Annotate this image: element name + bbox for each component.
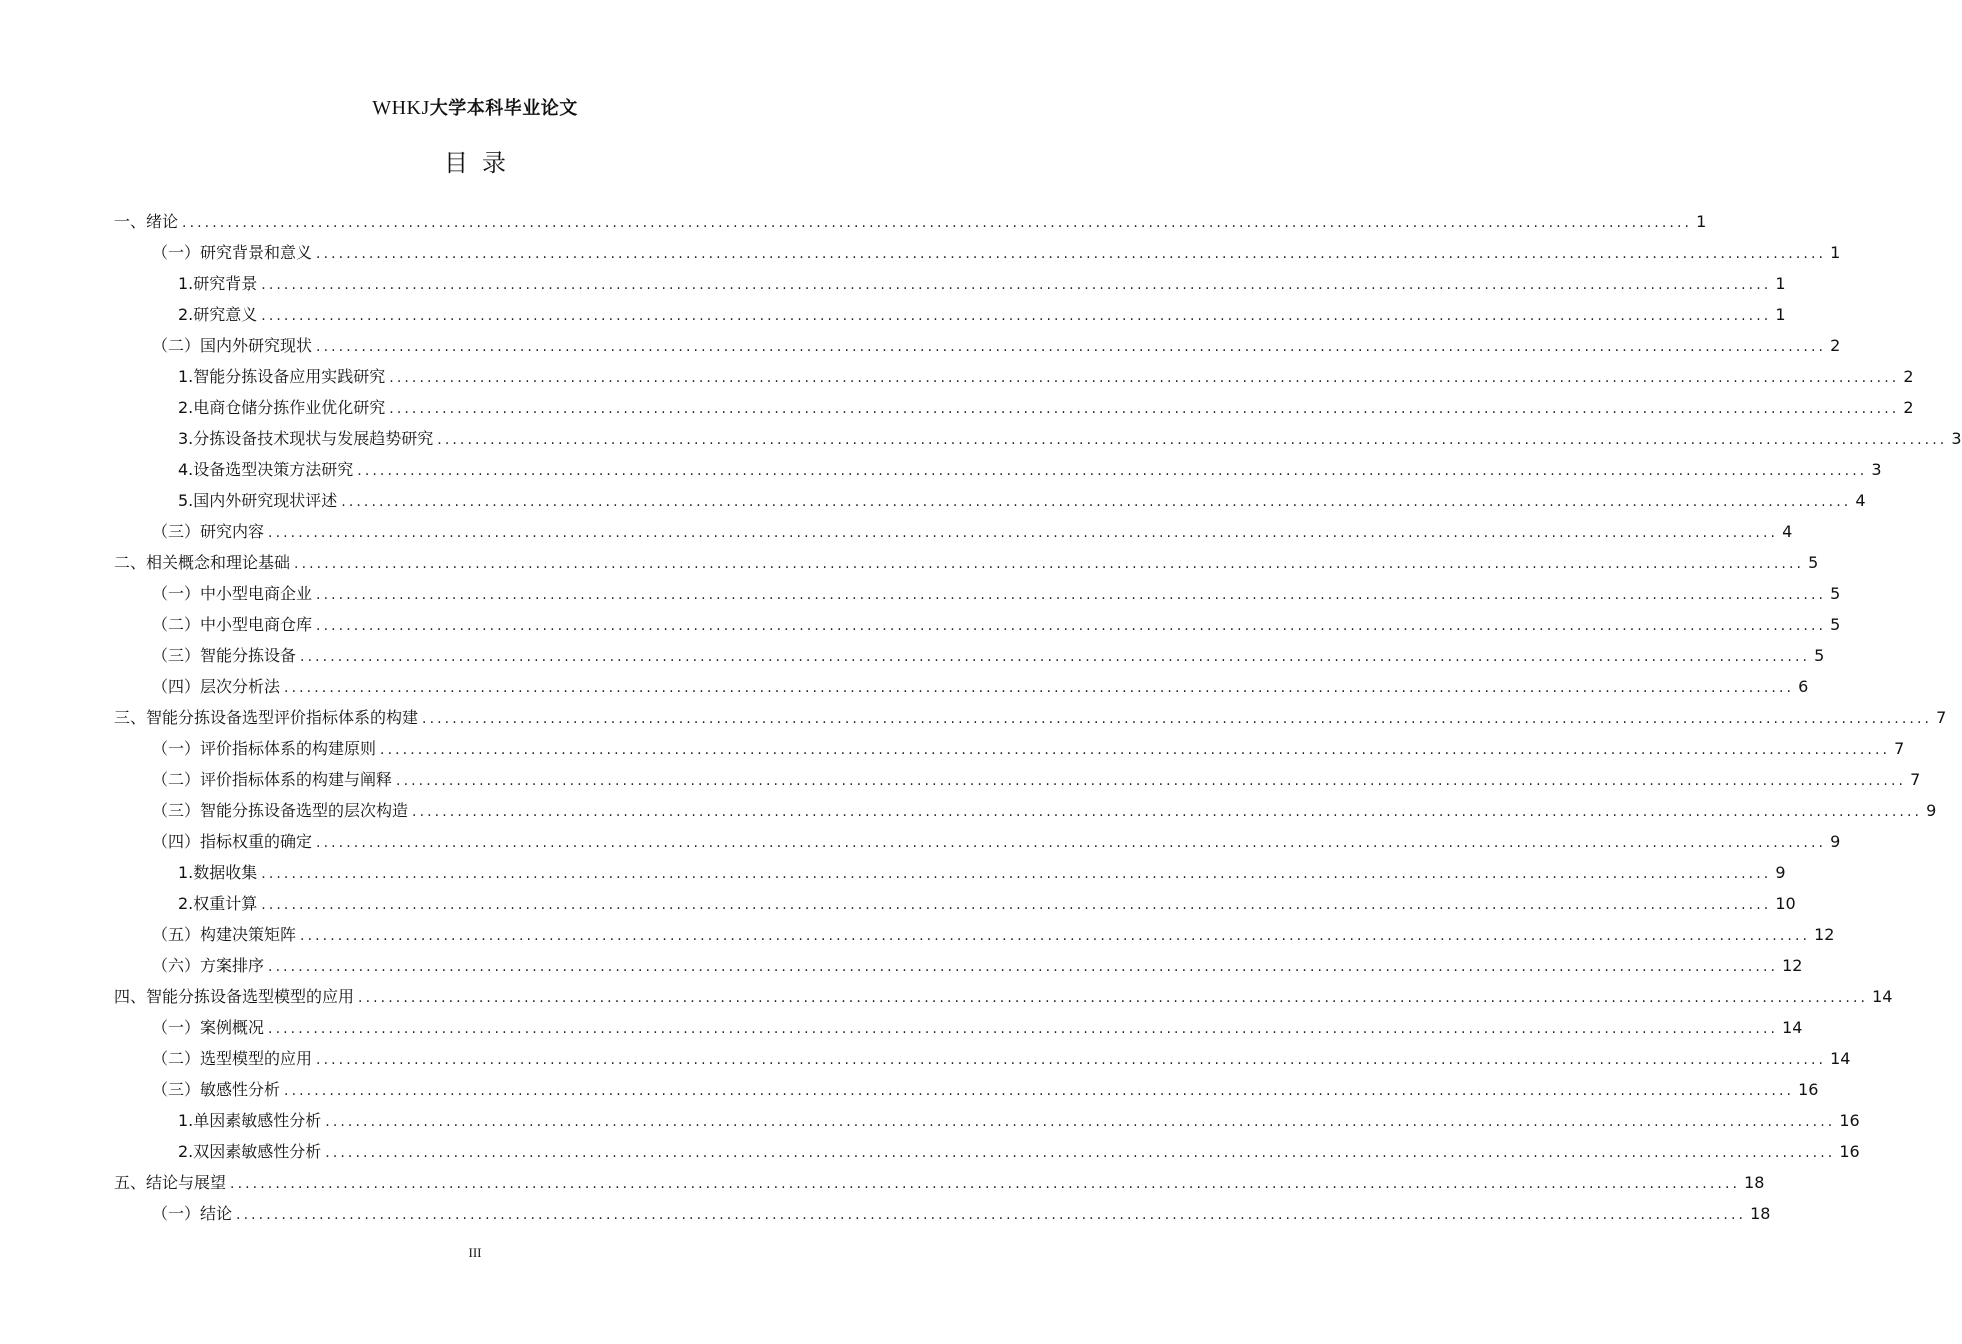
toc-entry-page-number: 2	[1830, 336, 1841, 355]
dot-leader: ........................................................................................................................................................................................................	[325, 1114, 1836, 1130]
toc-entry[interactable]	[114, 640, 1825, 671]
toc-entry[interactable]	[114, 330, 1841, 361]
dot-leader: ........................................................................................................................................................................................................	[380, 742, 1891, 758]
toc-entry-label: 2.研究意义	[178, 305, 258, 324]
toc-entry-label: 三、智能分拣设备选型评价指标体系的构建	[114, 708, 419, 727]
toc-entry[interactable]	[114, 423, 1962, 454]
toc-entry-page-number: 1	[1775, 274, 1786, 293]
toc-entry-label: （三）研究内容	[152, 522, 265, 541]
toc-entry[interactable]	[114, 702, 1947, 733]
toc-entry-page-number: 4	[1855, 491, 1866, 510]
dot-leader: ........................................................................................................................................................................................................	[316, 339, 1827, 355]
dot-leader: ........................................................................................................................................................................................................	[300, 649, 1811, 665]
toc-entry-page-number: 18	[1750, 1204, 1771, 1223]
toc-entry[interactable]	[114, 1136, 1860, 1167]
toc-entry-page-number: 3	[1871, 460, 1882, 479]
toc-entry-page-number: 7	[1894, 739, 1905, 758]
toc-entry-label: （二）评价指标体系的构建与阐释	[152, 770, 393, 789]
toc-entry-page-number: 5	[1830, 584, 1841, 603]
toc-entry-label: 2.双因素敏感性分析	[178, 1142, 322, 1161]
toc-entry-label: （五）构建决策矩阵	[152, 925, 297, 944]
toc-entry-label: （一）研究背景和意义	[152, 243, 313, 262]
toc-entry[interactable]	[114, 671, 1809, 702]
toc-entry-label: （二）中小型电商仓库	[152, 615, 313, 634]
toc-entry-label: （二）选型模型的应用	[152, 1049, 313, 1068]
toc-entry[interactable]	[114, 392, 1914, 423]
toc-entry[interactable]	[114, 981, 1893, 1012]
toc-entry-page-number: 5	[1830, 615, 1841, 634]
toc-entry-page-number: 6	[1798, 677, 1809, 696]
dot-leader: ........................................................................................................................................................................................................	[268, 525, 1779, 541]
toc-entry-page-number: 9	[1926, 801, 1937, 820]
toc-entry-page-number: 16	[1839, 1142, 1860, 1161]
dot-leader: ........................................................................................................................................................................................................	[412, 804, 1923, 820]
toc-entry-page-number: 10	[1775, 894, 1796, 913]
toc-entry-page-number: 12	[1782, 956, 1803, 975]
toc-entry[interactable]	[114, 485, 1866, 516]
dot-leader: ........................................................................................................................................................................................................	[325, 1145, 1836, 1161]
toc-entry[interactable]	[114, 919, 1835, 950]
dot-leader: ........................................................................................................................................................................................................	[261, 277, 1772, 293]
table-of-contents	[114, 206, 1962, 1229]
dot-leader: ........................................................................................................................................................................................................	[261, 308, 1772, 324]
toc-entry-label: （一）案例概况	[152, 1018, 265, 1037]
toc-entry-label: （一）评价指标体系的构建原则	[152, 739, 377, 758]
toc-entry[interactable]	[114, 1105, 1860, 1136]
toc-entry[interactable]	[114, 1074, 1819, 1105]
toc-entry[interactable]	[114, 1012, 1803, 1043]
toc-entry-page-number: 1	[1696, 212, 1707, 231]
toc-entry[interactable]	[114, 857, 1786, 888]
toc-entry-page-number: 3	[1951, 429, 1962, 448]
toc-entry-page-number: 5	[1808, 553, 1819, 572]
toc-entry-page-number: 7	[1910, 770, 1921, 789]
toc-entry[interactable]	[114, 361, 1914, 392]
dot-leader: ........................................................................................................................................................................................................	[316, 618, 1827, 634]
toc-entry-label: （四）指标权重的确定	[152, 832, 313, 851]
toc-entry[interactable]	[114, 826, 1841, 857]
toc-entry[interactable]	[114, 888, 1796, 919]
toc-entry-label: 5.国内外研究现状评述	[178, 491, 338, 510]
toc-entry-page-number: 14	[1830, 1049, 1851, 1068]
dot-leader: ........................................................................................................................................................................................................	[389, 401, 1900, 417]
dot-leader: ........................................................................................................................................................................................................	[230, 1176, 1741, 1192]
toc-entry-label: （三）智能分拣设备	[152, 646, 297, 665]
toc-entry-page-number: 9	[1830, 832, 1841, 851]
toc-entry-page-number: 12	[1814, 925, 1835, 944]
dot-leader: ........................................................................................................................................................................................................	[236, 1207, 1747, 1223]
toc-entry-label: （三）敏感性分析	[152, 1080, 281, 1099]
toc-entry-label: （二）国内外研究现状	[152, 336, 313, 355]
toc-entry-label: 1.研究背景	[178, 274, 258, 293]
toc-entry-label: 五、结论与展望	[114, 1173, 227, 1192]
toc-entry-page-number: 5	[1814, 646, 1825, 665]
toc-entry[interactable]	[114, 206, 1707, 237]
toc-entry-label: 1.智能分拣设备应用实践研究	[178, 367, 386, 386]
header-title: 大学本科毕业论文	[429, 98, 578, 119]
dot-leader: ........................................................................................................................................................................................................	[316, 1052, 1827, 1068]
dot-leader: ........................................................................................................................................................................................................	[316, 246, 1827, 262]
toc-entry[interactable]	[114, 516, 1793, 547]
dot-leader: ........................................................................................................................................................................................................	[268, 1021, 1779, 1037]
toc-entry-page-number: 1	[1830, 243, 1841, 262]
toc-entry-page-number: 14	[1782, 1018, 1803, 1037]
dot-leader: ........................................................................................................................................................................................................	[389, 370, 1900, 386]
dot-leader: ........................................................................................................................................................................................................	[182, 215, 1693, 231]
toc-entry[interactable]	[114, 237, 1841, 268]
dot-leader: ........................................................................................................................................................................................................	[294, 556, 1805, 572]
toc-entry-page-number: 2	[1903, 398, 1914, 417]
page-number-footer: III	[468, 1245, 482, 1260]
toc-entry[interactable]	[114, 454, 1882, 485]
toc-entry[interactable]	[114, 609, 1841, 640]
dot-leader: ........................................................................................................................................................................................................	[268, 959, 1779, 975]
toc-entry-label: 4.设备选型决策方法研究	[178, 460, 354, 479]
toc-entry-label: 四、智能分拣设备选型模型的应用	[114, 987, 355, 1006]
dot-leader: ........................................................................................................................................................................................................	[437, 432, 1948, 448]
toc-entry[interactable]	[114, 299, 1786, 330]
toc-entry-page-number: 1	[1775, 305, 1786, 324]
toc-entry[interactable]	[114, 578, 1841, 609]
toc-entry-label: 3.分拣设备技术现状与发展趋势研究	[178, 429, 434, 448]
toc-entry-page-number: 18	[1744, 1173, 1765, 1192]
toc-entry[interactable]	[114, 795, 1937, 826]
toc-heading: 目录	[444, 149, 520, 177]
toc-entry[interactable]	[114, 764, 1921, 795]
dot-leader: ........................................................................................................................................................................................................	[358, 990, 1869, 1006]
toc-entry-page-number: 16	[1798, 1080, 1819, 1099]
toc-entry-page-number: 16	[1839, 1111, 1860, 1130]
toc-entry-label: 2.权重计算	[178, 894, 258, 913]
running-header	[0, 94, 950, 120]
toc-entry-label: （一）结论	[152, 1204, 233, 1223]
toc-entry-label: （三）智能分拣设备选型的层次构造	[152, 801, 409, 820]
toc-entry[interactable]	[114, 1167, 1765, 1198]
dot-leader: ........................................................................................................................................................................................................	[357, 463, 1868, 479]
toc-entry[interactable]	[114, 547, 1819, 578]
toc-entry-label: （六）方案排序	[152, 956, 265, 975]
dot-leader: ........................................................................................................................................................................................................	[261, 866, 1772, 882]
toc-entry-label: 二、相关概念和理论基础	[114, 553, 291, 572]
toc-entry[interactable]	[114, 1198, 1771, 1229]
dot-leader: ........................................................................................................................................................................................................	[341, 494, 1852, 510]
toc-entry-page-number: 2	[1903, 367, 1914, 386]
toc-entry[interactable]	[114, 950, 1803, 981]
dot-leader: ........................................................................................................................................................................................................	[284, 1083, 1795, 1099]
dot-leader: ........................................................................................................................................................................................................	[396, 773, 1907, 789]
toc-entry-label: 1.数据收集	[178, 863, 258, 882]
toc-entry-page-number: 9	[1775, 863, 1786, 882]
toc-entry-label: （一）中小型电商企业	[152, 584, 313, 603]
toc-entry-page-number: 14	[1872, 987, 1893, 1006]
toc-entry[interactable]	[114, 733, 1905, 764]
toc-entry-label: 1.单因素敏感性分析	[178, 1111, 322, 1130]
toc-entry-label: 2.电商仓储分拣作业优化研究	[178, 398, 386, 417]
dot-leader: ........................................................................................................................................................................................................	[422, 711, 1933, 727]
dot-leader: ........................................................................................................................................................................................................	[316, 587, 1827, 603]
header-prefix: WHKJ	[372, 97, 430, 119]
toc-entry[interactable]	[114, 268, 1786, 299]
toc-entry-label: 一、绪论	[114, 212, 179, 231]
toc-entry-page-number: 7	[1936, 708, 1947, 727]
toc-entry[interactable]	[114, 1043, 1851, 1074]
dot-leader: ........................................................................................................................................................................................................	[284, 680, 1795, 696]
toc-entry-label: （四）层次分析法	[152, 677, 281, 696]
toc-entry-page-number: 4	[1782, 522, 1793, 541]
dot-leader: ........................................................................................................................................................................................................	[261, 897, 1772, 913]
dot-leader: ........................................................................................................................................................................................................	[316, 835, 1827, 851]
dot-leader: ........................................................................................................................................................................................................	[300, 928, 1811, 944]
